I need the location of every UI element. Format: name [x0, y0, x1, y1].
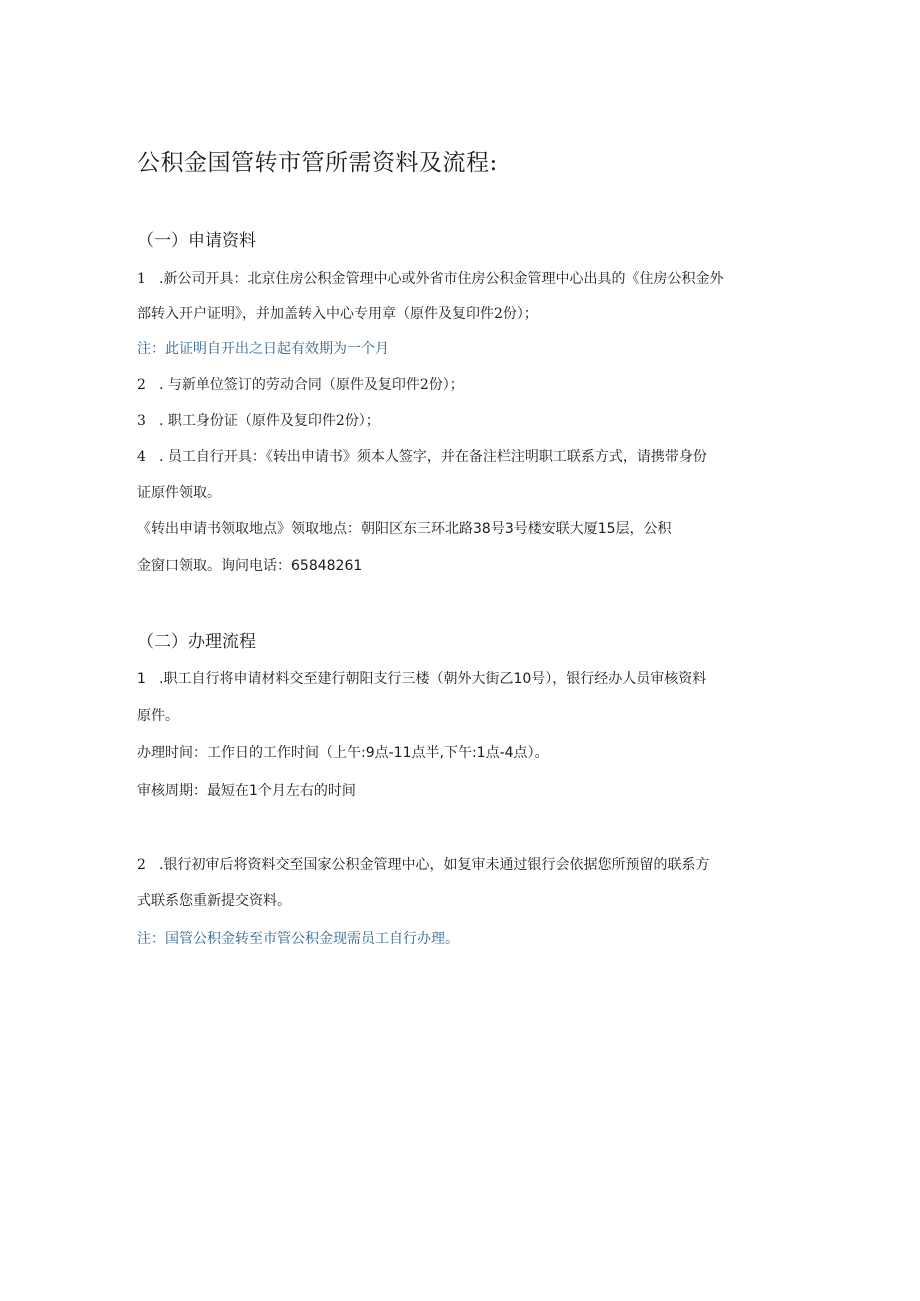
list-number: 3: [137, 413, 146, 429]
list-item-transfer-application: [137, 447, 707, 467]
list-number: 1: [137, 671, 146, 687]
list-item-continuation: 证原件领取。: [137, 485, 221, 501]
list-item-labor-contract: [137, 375, 464, 395]
procedure-step-2: [137, 855, 709, 875]
list-number: 2: [137, 857, 146, 873]
list-number: 1: [137, 271, 146, 287]
list-number: 2: [137, 377, 146, 393]
list-item-id-card: [137, 411, 380, 431]
section-heading-procedure: （二）办理流程: [137, 632, 256, 652]
list-item-text: . 员工自行开具：《转出申请书》须本人签字，并在备注栏注明职工联系方式，请携带身份: [159, 449, 707, 465]
list-item-text: .银行初审后将资料交至国家公积金管理中心，如复审未通过银行会依据您所预留的联系方: [159, 857, 710, 873]
list-item-text: .新公司开具：北京住房公积金管理中心或外省市住房公积金管理中心出具的《住房公积金外: [159, 271, 724, 287]
list-item-continuation: 式联系您重新提交资料。: [137, 893, 291, 909]
pickup-location-continuation: 金窗口领取。询问电话：65848261: [137, 558, 363, 574]
list-item-text: .职工自行将申请材料交至建行朝阳支行三楼（朝外大街乙10号），银行经办人员审核资料: [159, 671, 707, 687]
office-hours-text: 办理时间：工作日的工作时间（上午:9点-11点半,下午:1点-4点）。: [137, 745, 549, 761]
procedure-step-1: [137, 669, 706, 689]
note-self-service: 注：国管公积金转至市管公积金现需员工自行办理。: [137, 931, 459, 947]
list-item-text: . 职工身份证（原件及复印件2份）；: [159, 413, 380, 429]
page-title: 公积金国管转市管所需资料及流程:: [137, 150, 498, 176]
list-item-text: . 与新单位签订的劳动合同（原件及复印件2份）；: [159, 377, 464, 393]
list-number: 4: [137, 449, 146, 465]
list-item-continuation: 部转入开户证明》，并加盖转入中心专用章（原件及复印件2份）；: [137, 306, 538, 322]
pickup-location-text: 《转出申请书领取地点》领取地点：朝阳区东三环北路38号3号楼安联大厦15层，公积: [137, 521, 672, 537]
note-validity: 注：此证明自开出之日起有效期为一个月: [137, 341, 389, 357]
section-heading-application-materials: （一）申请资料: [137, 231, 256, 251]
review-cycle-text: 审核周期：最短在1个月左右的时间: [137, 783, 356, 799]
list-item-continuation: 原件。: [137, 708, 179, 724]
list-item-new-company: [137, 269, 723, 289]
